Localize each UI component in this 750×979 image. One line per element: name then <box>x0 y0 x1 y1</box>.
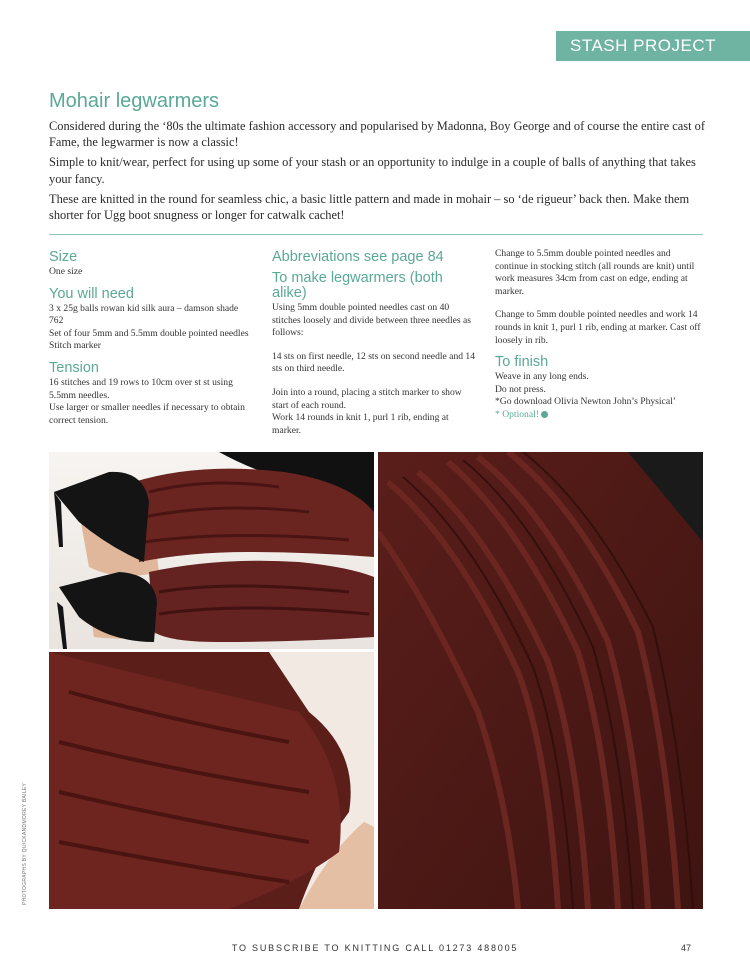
footer-subscribe: TO SUBSCRIBE TO KNITTING CALL 01273 488005 <box>231 943 519 953</box>
tension-line: 16 stitches and 19 rows to 10cm over st st using 5.5mm needles. <box>49 376 233 401</box>
optional-text: * Optional! <box>495 408 539 420</box>
size-heading: Size <box>49 249 78 265</box>
instruction-paragraph: Join into a round, placing a stitch marker to show start of each round. <box>272 386 462 411</box>
intro-paragraph: Considered during the ‘80s the ultimate fashion accessory and popularised by Madonna, Boy George and of course the entire cast of Fame, the legwarmer is now a classic! <box>49 119 705 150</box>
finish-line: Weave in any long ends. <box>495 371 589 383</box>
photo-credit: PHOTOGRAPHS BY QUICKANDMOREY BAILEY <box>22 782 28 905</box>
end-dot-icon <box>541 411 548 418</box>
to-make-heading: To make legwarmers (both alike) <box>272 270 443 301</box>
instruction-paragraph: 14 sts on first needle, 12 sts on second needle and 14 sts on third needle. <box>272 350 476 375</box>
intro-paragraph: These are knitted in the round for seamless chic, a basic little pattern and made in mohair – so ‘de rigueur’ back then. Make them shorter for Ugg boot snugness or longer for catwalk cachet! <box>49 191 690 223</box>
abbreviations-heading: Abbreviations see page 84 <box>272 249 444 265</box>
tension-heading: Tension <box>49 359 99 376</box>
you-will-need-heading: You will need <box>49 285 134 302</box>
photo-legwarmers-heels <box>49 452 374 649</box>
finish-line: Do not press. <box>495 383 546 395</box>
intro <box>49 118 709 227</box>
section-banner: STASH PROJECT <box>556 31 750 61</box>
divider <box>49 234 703 235</box>
page-number: 47 <box>681 943 692 953</box>
instruction-paragraph: Change to 5mm double pointed needles and work 14 rounds in knit 1, purl 1 rib, ending at marker. Cast off loosely in rib. <box>495 309 701 346</box>
optional-note <box>495 409 705 422</box>
materials-line: Set of four 5mm and 5.5mm double pointed needles <box>49 327 249 339</box>
tension-line: Use larger or smaller needles if necessary to obtain correct tension. <box>49 402 245 426</box>
column-instructions <box>272 248 477 437</box>
instruction-paragraph: Change to 5.5mm double pointed needles and continue in stocking stitch (all rounds are knit) until work measures 34cm from cast on edge, ending at marker. <box>495 248 695 297</box>
to-finish-heading: To finish <box>495 354 549 371</box>
article-title: Mohair legwarmers <box>49 90 220 112</box>
column-materials <box>49 248 254 427</box>
materials-line: 3 x 25g balls rowan kid silk aura – damson shade 762 <box>49 302 239 327</box>
instruction-paragraph: Using 5mm double pointed needles cast on 40 stitches loosely and divide between three needles as follows: <box>272 302 472 339</box>
intro-paragraph: Simple to knit/wear, perfect for using up some of your stash or an opportunity to indulge in a couple of balls of anything that takes your fancy. <box>49 155 696 186</box>
photo-knit-texture <box>378 452 703 909</box>
size-text: One size <box>49 266 83 277</box>
column-finishing <box>495 248 705 422</box>
materials-line: Stitch marker <box>49 340 101 352</box>
finish-line: *Go download Olivia Newton John’s Physical’ <box>495 396 676 408</box>
instruction-paragraph: Work 14 rounds in knit 1, purl 1 rib, ending at marker. <box>272 412 449 436</box>
photo-legwarmer-ankle <box>49 652 374 909</box>
